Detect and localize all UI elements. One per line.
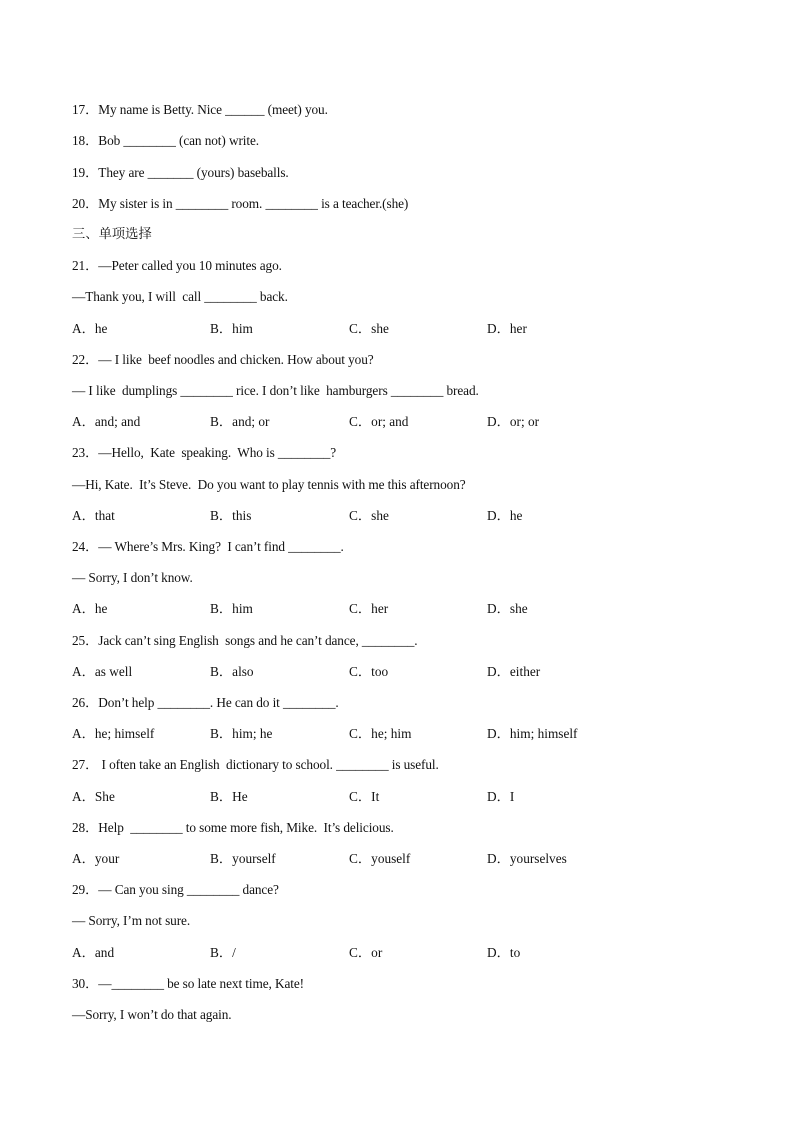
question-text: My sister is in ________ room. ________ is a teacher.(she) bbox=[98, 196, 409, 211]
question-29 bbox=[72, 881, 279, 899]
option-a: A．She bbox=[72, 789, 115, 804]
option-d: D．I bbox=[487, 789, 515, 804]
question-number: 24． bbox=[72, 539, 99, 554]
question-number: 21． bbox=[72, 258, 99, 273]
question-text: Jack can’t sing English songs and he can’t dance, ________. bbox=[98, 633, 418, 648]
option-b: B．also bbox=[210, 664, 254, 679]
option-c: C．or bbox=[349, 945, 383, 960]
option-d: D．yourselves bbox=[487, 851, 567, 866]
question-number: 25． bbox=[72, 633, 99, 648]
question-27 bbox=[72, 756, 439, 774]
option-d: D．either bbox=[487, 664, 541, 679]
dialogue-line: — I like dumplings ________ rice. I don’t like hamburgers ________ bread. bbox=[72, 383, 479, 398]
question-text: —________ be so late next time, Kate! bbox=[98, 976, 304, 991]
option-d: D．she bbox=[487, 601, 528, 616]
option-c: C．It bbox=[349, 789, 380, 804]
dialogue-line: —Thank you, I will call ________ back. bbox=[72, 289, 288, 304]
question-number: 18． bbox=[72, 133, 99, 148]
option-a: A．that bbox=[72, 508, 115, 523]
option-b: B．yourself bbox=[210, 851, 276, 866]
question-text: —Hello, Kate speaking. Who is ________? bbox=[98, 445, 337, 460]
section-title: 三、单项选择 bbox=[72, 227, 152, 242]
question-text: — I like beef noodles and chicken. How about you? bbox=[98, 352, 374, 367]
question-number: 19． bbox=[72, 165, 99, 180]
question-text: Bob ________ (can not) write. bbox=[98, 133, 259, 148]
question-24 bbox=[72, 538, 344, 556]
option-b: B．him bbox=[210, 601, 253, 616]
question-number: 28． bbox=[72, 820, 99, 835]
option-c: C．or; and bbox=[349, 414, 409, 429]
question-20 bbox=[72, 195, 408, 213]
question-text: —Peter called you 10 minutes ago. bbox=[98, 258, 282, 273]
question-text: Help ________ to some more fish, Mike. It’s delicious. bbox=[98, 820, 394, 835]
option-d: D．her bbox=[487, 321, 527, 336]
option-a: A．he bbox=[72, 321, 108, 336]
question-text: — Where’s Mrs. King? I can’t find ________. bbox=[98, 539, 344, 554]
option-b: B．and; or bbox=[210, 414, 270, 429]
question-23 bbox=[72, 444, 336, 462]
question-26 bbox=[72, 694, 339, 712]
question-text: — Can you sing ________ dance? bbox=[98, 882, 279, 897]
question-number: 29． bbox=[72, 882, 99, 897]
question-22 bbox=[72, 351, 374, 369]
option-d: D．to bbox=[487, 945, 521, 960]
option-d: D．he bbox=[487, 508, 523, 523]
option-b: B．/ bbox=[210, 945, 236, 960]
question-21 bbox=[72, 257, 282, 275]
question-number: 26． bbox=[72, 695, 99, 710]
question-number: 22． bbox=[72, 352, 99, 367]
option-b: B．him; he bbox=[210, 726, 273, 741]
option-c: C．her bbox=[349, 601, 389, 616]
question-30 bbox=[72, 975, 304, 993]
option-c: C．too bbox=[349, 664, 389, 679]
question-text: My name is Betty. Nice ______ (meet) you. bbox=[98, 102, 328, 117]
question-28 bbox=[72, 819, 394, 837]
option-c: C．she bbox=[349, 321, 389, 336]
question-text: Don’t help ________. He can do it ________. bbox=[98, 695, 339, 710]
option-c: C．he; him bbox=[349, 726, 412, 741]
option-a: A．your bbox=[72, 851, 120, 866]
option-c: C．youself bbox=[349, 851, 411, 866]
option-b: B．He bbox=[210, 789, 248, 804]
dialogue-line: — Sorry, I don’t know. bbox=[72, 570, 193, 585]
option-a: A．as well bbox=[72, 664, 133, 679]
question-17 bbox=[72, 101, 328, 119]
dialogue-line: —Sorry, I won’t do that again. bbox=[72, 1007, 232, 1022]
question-19 bbox=[72, 164, 289, 182]
option-b: B．this bbox=[210, 508, 252, 523]
question-18 bbox=[72, 132, 259, 150]
dialogue-line: —Hi, Kate. It’s Steve. Do you want to play tennis with me this afternoon? bbox=[72, 477, 466, 492]
option-d: D．him; himself bbox=[487, 726, 578, 741]
question-number: 23． bbox=[72, 445, 99, 460]
question-text: They are _______ (yours) baseballs. bbox=[98, 165, 289, 180]
option-a: A．and; and bbox=[72, 414, 141, 429]
question-number: 17． bbox=[72, 102, 99, 117]
option-a: A．he bbox=[72, 601, 108, 616]
option-c: C．she bbox=[349, 508, 389, 523]
option-b: B．him bbox=[210, 321, 253, 336]
question-number: 20． bbox=[72, 196, 99, 211]
question-number: 30． bbox=[72, 976, 99, 991]
option-a: A．and bbox=[72, 945, 115, 960]
option-a: A．he; himself bbox=[72, 726, 155, 741]
question-25 bbox=[72, 632, 418, 650]
question-number: 27． bbox=[72, 757, 99, 772]
question-text: I often take an English dictionary to school. ________ is useful. bbox=[98, 757, 439, 772]
option-d: D．or; or bbox=[487, 414, 540, 429]
dialogue-line: — Sorry, I’m not sure. bbox=[72, 913, 191, 928]
